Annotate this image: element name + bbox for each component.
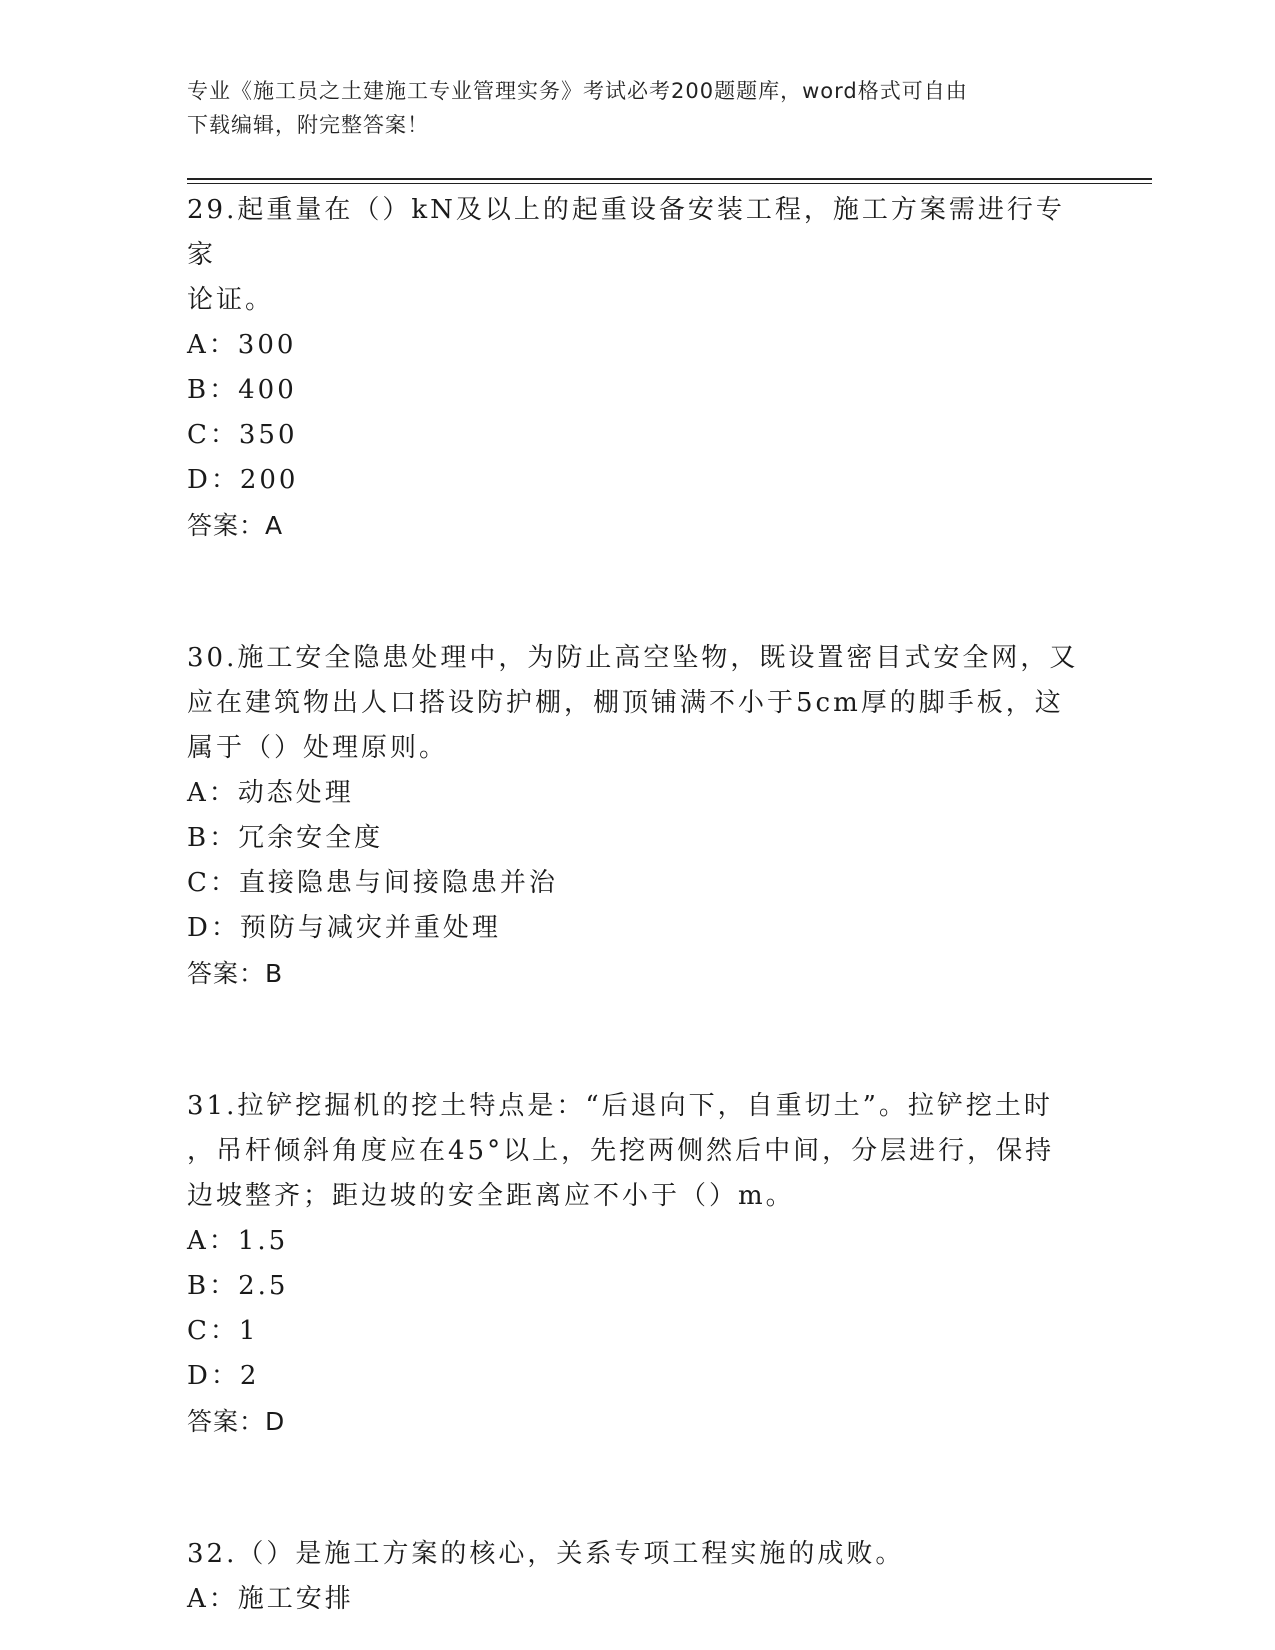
- option-a: A：施工安排: [187, 1584, 354, 1614]
- option-d: D：预防与减灾并重处理: [187, 913, 501, 943]
- option-c: C：1: [187, 1316, 259, 1346]
- question-stem-line: 30.施工安全隐患处理中，为防止高空坠物，既设置密目式安全网，又: [187, 643, 1079, 673]
- question-spacer: [187, 996, 1087, 1084]
- question-stem-line: ，吊杆倾斜角度应在45°以上，先挖两侧然后中间，分层进行，保持: [187, 1136, 1055, 1166]
- question-32: [187, 1532, 1087, 1622]
- document-header: [187, 74, 1067, 142]
- question-stem-line: 31.拉铲挖掘机的挖土特点是：“后退向下，自重切土”。拉铲挖土时: [187, 1091, 1053, 1121]
- answer-line: 答案：D: [187, 1407, 286, 1436]
- question-spacer: [187, 548, 1087, 636]
- question-stem-line: 属于（）处理原则。: [187, 733, 449, 763]
- question-stem-line: 边坡整齐；距边坡的安全距离应不小于（）m。: [187, 1181, 795, 1211]
- option-b: B：冗余安全度: [187, 823, 384, 853]
- question-stem-line: 论证。: [187, 285, 275, 315]
- option-d: D：2: [187, 1361, 260, 1391]
- question-29: [187, 188, 1087, 548]
- question-stem-line: 应在建筑物出人口搭设防护棚，棚顶铺满不小于5cm厚的脚手板，这: [187, 688, 1064, 718]
- option-c: C：直接隐患与间接隐患并治: [187, 868, 558, 898]
- answer-line: 答案：B: [187, 959, 284, 988]
- option-a: A：300: [187, 330, 297, 360]
- option-a: A：1.5: [187, 1226, 289, 1256]
- option-a: A：动态处理: [187, 778, 354, 808]
- question-spacer: [187, 1444, 1087, 1532]
- header-line-1: 专业《施工员之土建施工专业管理实务》考试必考200题题库，word格式可自由: [187, 79, 968, 103]
- question-stem-line: 32.（）是施工方案的核心，关系专项工程实施的成败。: [187, 1539, 905, 1569]
- header-line-2: 下载编辑，附完整答案！: [187, 113, 429, 137]
- option-b: B：400: [187, 375, 297, 405]
- option-d: D：200: [187, 465, 299, 495]
- option-b: B：2.5: [187, 1271, 289, 1301]
- question-stem-line: 29.起重量在（）kN及以上的起重设备安装工程，施工方案需进行专家: [187, 195, 1065, 270]
- question-30: [187, 636, 1087, 996]
- header-divider-thin: [187, 183, 1152, 184]
- answer-line: 答案：A: [187, 511, 284, 540]
- header-divider-thick: [187, 178, 1152, 180]
- option-c: C：350: [187, 420, 298, 450]
- question-31: [187, 1084, 1087, 1444]
- question-list: [187, 188, 1087, 1622]
